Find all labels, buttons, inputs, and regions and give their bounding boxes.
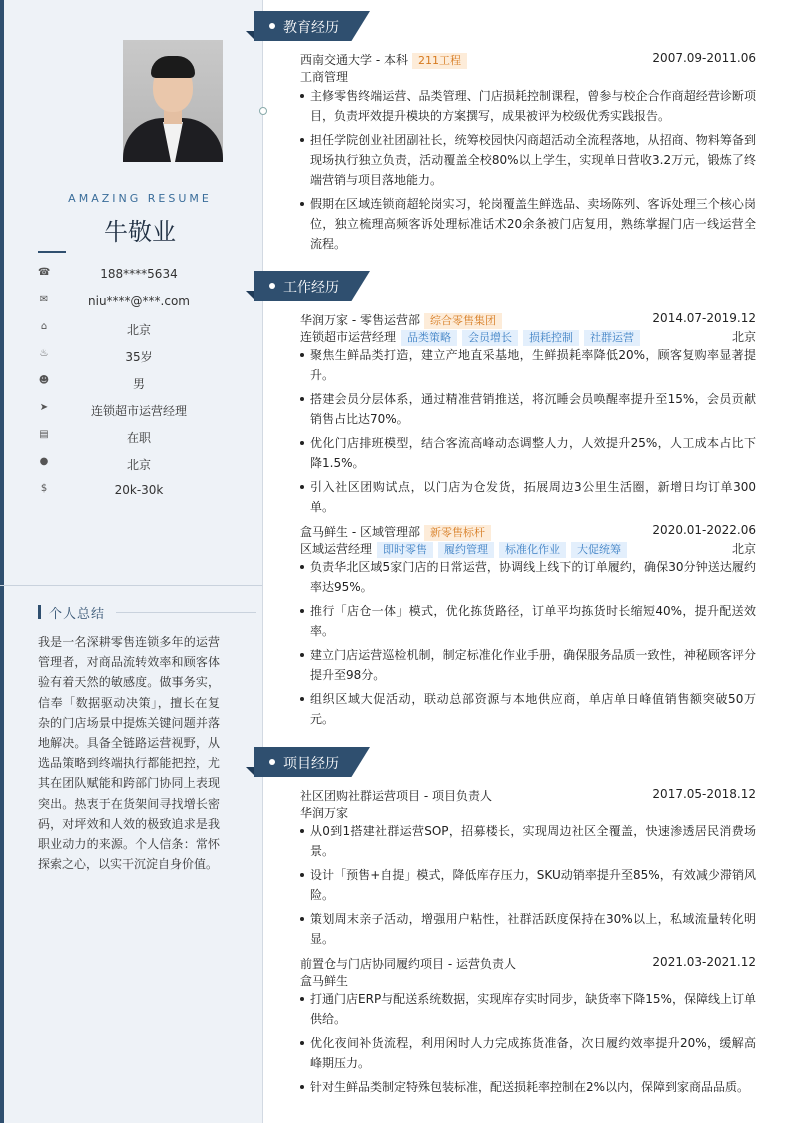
list-item: 优化夜间补货流程，利用闲时人力完成拣货准备，次日履约效率提升20%，缓解高峰期压力。 [300,1033,756,1073]
face-icon: ☻ [38,375,50,386]
info-target-job [38,400,238,420]
send-icon: ➤ [39,402,49,413]
education-entry-header [300,49,756,67]
list-item: 组织区域大促活动，联动总部资源与本地供应商，单店单日峰值销售额突破50万元。 [300,689,756,729]
info-residence [38,319,238,339]
summary-heading-label: 个人总结 [49,607,106,622]
list-item: 假期在区域连锁商超轮岗实习，轮岗覆盖生鲜选品、卖场陈列、客诉处理三个核心岗位，独立梳理高频客诉处理标准话术20余条被门店复用，熟练掌握门店一线运营全流程。 [300,194,756,254]
list-item: 针对生鲜品类制定特殊包装标准，配送损耗率控制在2%以内，保障到家商品品质。 [300,1077,756,1097]
school-tag: 211工程 [412,53,467,69]
project-org: 华润万家 [300,806,349,820]
job-date: 2014.07-2019.12 [652,311,756,325]
project-entry-header [300,953,756,971]
skill-tag: 会员增长 [462,330,518,346]
info-email [38,292,238,312]
project-bullets [300,821,756,953]
job-bullets [300,557,756,733]
list-item: 负责华北区域5家门店的日常运营，协调线上线下的订单履约，确保30分钟送达履约率达95%。 [300,557,756,597]
company-tag: 新零售标杆 [424,525,491,541]
project-title: 前置仓与门店协同履约项目 - 运营负责人 [300,957,516,971]
project-org-row [300,804,756,822]
section-title: 项目经历 [283,756,339,772]
info-age [38,346,238,366]
profile-photo [123,40,223,162]
list-item: 推行「店仓一体」模式，优化拣货路径，订单平均拣货时长缩短40%，提升配送效率。 [300,601,756,641]
summary-heading [38,603,228,621]
coin-icon: $ [40,483,48,494]
job-role: 连锁超市运营经理 [300,330,397,344]
job-company: 华润万家 - 零售运营部 [300,313,420,327]
sidebar [0,0,263,1123]
section-work-header [246,271,376,301]
section-education-header [246,11,376,41]
major: 工商管理 [300,70,349,84]
school-name: 西南交通大学 - 本科 [300,53,408,67]
info-status [38,427,238,447]
list-item: 优化门店排班模型，结合客流高峰动态调整人力，人效提升25%，人工成本占比下降1.5%。 [300,433,756,473]
section-title: 工作经历 [283,280,339,296]
sidebar-divider [0,585,262,586]
timeline-pin-icon [259,107,267,115]
project-date: 2021.03-2021.12 [652,955,756,969]
info-gender [38,373,238,393]
skill-tag: 标准化作业 [499,542,566,558]
job-company: 盒马鲜生 - 区域管理部 [300,525,420,539]
job-role: 区域运营经理 [300,542,373,556]
info-value: 北京 [126,458,151,472]
education-major-row [300,68,756,86]
project-entry-header [300,785,756,803]
list-item: 搭建会员分层体系，通过精准营销推送，将沉睡会员唤醒率提升至15%，会员贡献销售占比达70%。 [300,389,756,429]
candidate-name: 牛敬业 [104,218,176,246]
project-bullets [300,989,756,1101]
job-entry-header [300,309,756,327]
project-date: 2017.05-2018.12 [652,787,756,801]
info-value: 35岁 [125,350,153,364]
info-salary [38,481,238,501]
education-date: 2007.09-2011.06 [652,51,756,65]
list-item: 聚焦生鲜品类打造，建立产地直采基地，生鲜损耗率降低20%，顾客复购率显著提升。 [300,345,756,385]
info-value: 188****5634 [100,267,178,281]
mail-icon: ✉ [39,294,49,305]
list-item: 设计「预售+自提」模式，降低库存压力，SKU动销率提升至85%，有效减少滞销风险。 [300,865,756,905]
job-date: 2020.01-2022.06 [652,523,756,537]
job-city: 北京 [731,542,756,556]
name-underline [38,251,66,253]
skill-tag: 社群运营 [584,330,640,346]
phone-icon: ☎ [38,267,51,278]
skill-tag: 即时零售 [377,542,433,558]
info-value: niu****@***.com [88,294,190,308]
job-role-row [300,540,756,558]
job-city: 北京 [731,330,756,344]
skill-tag: 品类策略 [401,330,457,346]
list-item: 从0到1搭建社群运营SOP，招募楼长，实现周边社区全覆盖，快速渗透居民消费场景。 [300,821,756,861]
list-item: 引入社区团购试点，以门店为仓发货，拓展周边3公里生活圈，新增日均订单300单。 [300,477,756,517]
list-item: 主修零售终端运营、品类管理、门店损耗控制课程，曾参与校企合作商超经营诊断项目，负责坪效提升模块的方案撰写，成果被评为校级优秀实践报告。 [300,86,756,126]
section-projects-header [246,747,376,777]
briefcase-icon: ▤ [39,429,49,440]
company-tag: 综合零售集团 [424,313,502,329]
list-item: 建立门店运营巡检机制，制定标准化作业手册，确保服务品质一致性，神秘顾客评分提升至98分。 [300,645,756,685]
education-bullets [300,86,756,258]
list-item: 担任学院创业社团副社长，统筹校园快闪商超活动全流程落地，从招商、物料筹备到现场执行独立负责，活动覆盖全校80%以上学生，实现单日营收3.2万元，锻炼了终端营销与项目落地能力。 [300,130,756,190]
skill-tag: 损耗控制 [523,330,579,346]
info-value: 连锁超市运营经理 [90,404,187,418]
job-bullets [300,345,756,521]
info-phone [38,265,238,285]
skill-tag: 大促统筹 [571,542,627,558]
sidebar-accent-stripe [0,0,4,1123]
info-value: 在职 [126,431,151,445]
summary-text: 我是一名深耕零售连锁多年的运营管理者，对商品流转效率和顾客体验有着天然的敏感度。做事务实，信奉「数据驱动决策」，擅长在复杂的门店场景中提炼关键问题并落地解决。具备全链路运营视野，从选品策略到终端执行都能把控，尤其在团队赋能和跨部门协同上表现突出。热衷于在货架间寻找增长密码，对坪效和人效的极致追求是我职业动力的来源。个人信条：常怀探索之心，以实干沉淀自身价值。 [38,635,220,872]
list-item: 打通门店ERP与配送系统数据，实现库存实时同步，缺货率下降15%，保障线上订单供给。 [300,989,756,1029]
project-org-row [300,972,756,990]
home-icon: ⌂ [40,321,48,332]
project-title: 社区团购社群运营项目 - 项目负责人 [300,789,492,803]
job-entry-header [300,521,756,539]
info-target-city [38,454,238,474]
cake-icon: ♨ [39,348,49,359]
list-item: 策划周末亲子活动，增强用户粘性，社群活跃度保持在30%以上，私域流量转化明显。 [300,909,756,949]
info-value: 20k-30k [114,483,164,497]
project-org: 盒马鲜生 [300,974,349,988]
info-value: 北京 [126,323,151,337]
job-role-row [300,328,756,346]
section-title: 教育经历 [283,20,339,36]
info-value: 男 [132,377,145,391]
location-pin-icon: ● [39,456,49,467]
resume-tagline: AMAZING RESUME [68,192,212,205]
skill-tag: 履约管理 [438,542,494,558]
